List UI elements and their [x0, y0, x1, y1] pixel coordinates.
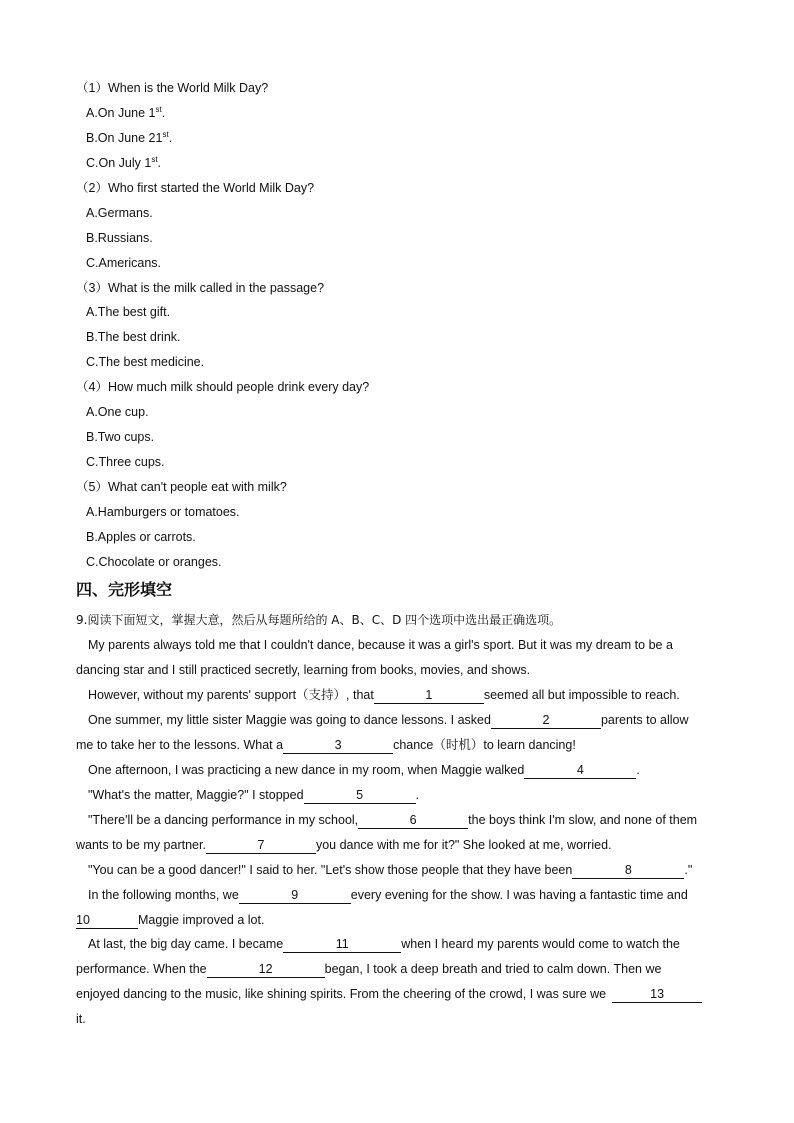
option: C.Three cups. — [86, 455, 165, 469]
question-stem: （1）When is the World Milk Day? — [76, 81, 269, 95]
passage-line: In the following months, we 9 every evening for the show. I was having a fantastic time and — [88, 888, 688, 902]
passage-line: enjoyed dancing to the music, like shining spirits. From the cheering of the crowd, I was sure we 13 — [76, 986, 702, 1003]
instruction: 9.阅读下面短文，掌握大意，然后从每题所给的 A、B、C、D 四个选项中选出最正确选项。 — [76, 613, 562, 627]
passage-line: it. — [76, 1012, 86, 1026]
passage-line: "There'll be a dancing performance in my school, 6 the boys think I'm slow, and none of them — [88, 813, 698, 827]
question-stem: （2）Who first started the World Milk Day? — [76, 181, 315, 195]
option: A.Germans. — [86, 206, 153, 220]
option: C.Chocolate or oranges. — [86, 555, 222, 569]
option: B.Apples or carrots. — [86, 530, 196, 544]
question-stem: （5）What can't people eat with milk? — [76, 480, 287, 494]
blank-8[interactable]: 8 — [572, 863, 684, 879]
passage-line: My parents always told me that I couldn't dance, because it was a girl's sport. But it was my dream to be a — [88, 638, 673, 652]
blank-12[interactable]: 12 — [207, 962, 325, 978]
passage-line: me to take her to the lessons. What a 3 chance（时机）to learn dancing! — [76, 738, 576, 752]
passage-line: At last, the big day came. I became 11 when I heard my parents would come to watch the — [88, 937, 680, 951]
blank-10[interactable]: 10 — [76, 913, 138, 929]
option: C.The best medicine. — [86, 355, 205, 369]
option: B.The best drink. — [86, 330, 181, 344]
blank-3[interactable]: 3 — [283, 738, 393, 754]
option: A.On June 1st. — [86, 104, 166, 120]
passage-line: 10 Maggie improved a lot. — [76, 913, 265, 927]
option: A.The best gift. — [86, 305, 171, 319]
passage-line: However, without my parents' support（支持）, that 1 seemed all but impossible to reach. — [88, 688, 680, 702]
option: B.Two cups. — [86, 430, 155, 444]
passage-line: dancing star and I still practiced secretly, learning from books, movies, and shows. — [76, 663, 531, 677]
blank-4[interactable]: 4 — [524, 763, 636, 779]
blank-9[interactable]: 9 — [239, 888, 351, 904]
passage-line: "What's the matter, Maggie?" I stopped 5 . — [88, 788, 420, 802]
option: C.Americans. — [86, 256, 162, 270]
option: C.On July 1st. — [86, 154, 162, 170]
blank-7[interactable]: 7 — [206, 838, 316, 854]
question-stem: （3）What is the milk called in the passage? — [76, 281, 325, 295]
section-heading: 四、完形填空 — [76, 580, 173, 599]
blank-1[interactable]: 1 — [374, 688, 484, 704]
blank-2[interactable]: 2 — [491, 713, 601, 729]
blank-11[interactable]: 11 — [283, 937, 401, 953]
option: B.Russians. — [86, 231, 153, 245]
blank-13[interactable]: 13 — [612, 987, 702, 1003]
option: A.Hamburgers or tomatoes. — [86, 505, 240, 519]
option: B.On June 21st. — [86, 129, 173, 145]
passage-line: One summer, my little sister Maggie was going to dance lessons. I asked 2 parents to allow — [88, 713, 689, 727]
passage-line: performance. When the 12 began, I took a deep breath and tried to calm down. Then we — [76, 962, 662, 976]
passage-line: One afternoon, I was practicing a new dance in my room, when Maggie walked 4 . — [88, 763, 640, 777]
question-stem: （4）How much milk should people drink every day? — [76, 380, 370, 394]
option: A.One cup. — [86, 405, 149, 419]
blank-5[interactable]: 5 — [304, 788, 416, 804]
passage-line: wants to be my partner. 7 you dance with me for it?" She looked at me, worried. — [76, 838, 612, 852]
blank-6[interactable]: 6 — [358, 813, 468, 829]
passage-line: "You can be a good dancer!" I said to her. "Let's show those people that they have been 8 ." — [88, 863, 693, 877]
